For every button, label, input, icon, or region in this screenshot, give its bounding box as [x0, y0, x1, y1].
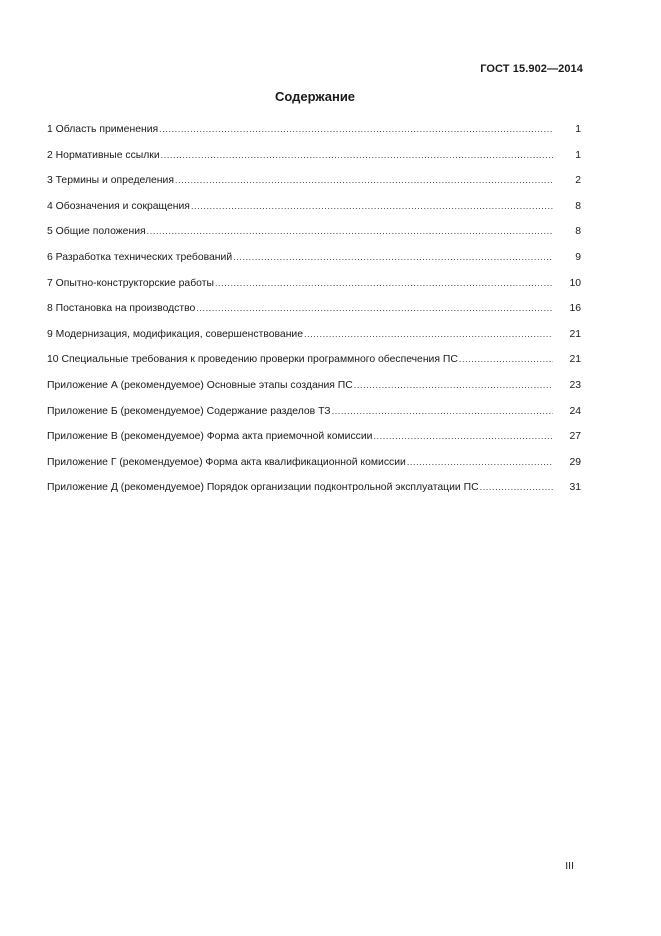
toc-dot-leader — [407, 454, 553, 470]
toc-list — [47, 121, 581, 505]
toc-entry[interactable] — [47, 275, 581, 301]
toc-entry[interactable] — [47, 223, 581, 249]
toc-entry-page: 16 — [569, 303, 581, 315]
toc-entry-text: Приложение Г (рекомендуемое) Форма акта квалификационной комиссии — [47, 456, 406, 468]
toc-dot-leader — [459, 351, 553, 367]
toc-dot-leader — [304, 326, 553, 342]
toc-entry-page: 31 — [569, 482, 581, 494]
toc-entry-text: Приложение Д (рекомендуемое) Порядок организации подконтрольной эксплуатации ПС — [47, 482, 479, 494]
page-number: III — [565, 860, 574, 872]
toc-dot-leader — [332, 403, 553, 419]
toc-dot-leader — [373, 428, 553, 444]
toc-entry-text: 8 Постановка на производство — [47, 303, 196, 315]
toc-entry[interactable] — [47, 326, 581, 352]
toc-entry-page: 24 — [569, 405, 581, 417]
toc-entry-page: 23 — [569, 379, 581, 391]
toc-entry[interactable] — [47, 351, 581, 377]
toc-entry-text: 7 Опытно-конструкторские работы — [47, 277, 214, 289]
toc-entry-text: 6 Разработка технических требований — [47, 251, 233, 263]
toc-entry-page: 8 — [575, 226, 581, 238]
toc-dot-leader — [196, 300, 553, 316]
toc-entry-page: 2 — [575, 175, 581, 187]
toc-dot-leader — [159, 121, 553, 137]
toc-entry-page: 9 — [575, 251, 581, 263]
toc-entry-text: 10 Специальные требования к проведению проверки программного обеспечения ПС — [47, 354, 458, 366]
toc-entry-page: 21 — [569, 328, 581, 340]
toc-entry-text: 3 Термины и определения — [47, 175, 174, 187]
toc-entry[interactable] — [47, 300, 581, 326]
toc-entry[interactable] — [47, 121, 581, 147]
toc-entry-text: 1 Область применения — [47, 124, 159, 135]
toc-entry-text: 9 Модернизация, модификация, совершенствование — [47, 328, 304, 340]
toc-entry-page: 27 — [569, 431, 581, 443]
toc-entry[interactable] — [47, 479, 581, 505]
toc-entry-page: 29 — [569, 456, 581, 468]
toc-entry-page: 1 — [575, 124, 581, 135]
toc-entry-text: 2 Нормативные ссылки — [47, 149, 160, 161]
toc-entry-text: Приложение В (рекомендуемое) Форма акта приемочной комиссии — [47, 431, 373, 443]
toc-entry-page: 21 — [569, 354, 581, 366]
toc-entry[interactable] — [47, 172, 581, 198]
toc-entry[interactable] — [47, 147, 581, 173]
toc-title: Содержание — [274, 89, 356, 104]
toc-entry[interactable] — [47, 249, 581, 275]
toc-dot-leader — [191, 198, 553, 214]
toc-entry-text: 5 Общие положения — [47, 226, 146, 238]
toc-dot-leader — [161, 147, 553, 163]
toc-dot-leader — [215, 275, 553, 291]
toc-entry-text: 4 Обозначения и сокращения — [47, 200, 190, 212]
toc-entry-text: Приложение Б (рекомендуемое) Содержание разделов ТЗ — [47, 405, 331, 417]
toc-entry-page: 10 — [569, 277, 581, 289]
document-code: ГОСТ 15.902—2014 — [480, 63, 583, 75]
toc-entry[interactable] — [47, 454, 581, 480]
toc-entry-page: 8 — [575, 200, 581, 212]
toc-entry-page: 1 — [575, 149, 581, 161]
toc-entry[interactable] — [47, 198, 581, 224]
toc-dot-leader — [233, 249, 553, 265]
toc-dot-leader — [147, 223, 553, 239]
toc-entry-text: Приложение А (рекомендуемое) Основные этапы создания ПС — [47, 379, 353, 391]
toc-dot-leader — [480, 479, 553, 495]
toc-dot-leader — [354, 377, 553, 393]
toc-entry[interactable] — [47, 377, 581, 403]
toc-dot-leader — [175, 172, 553, 188]
toc-entry[interactable] — [47, 428, 581, 454]
toc-entry[interactable] — [47, 403, 581, 429]
